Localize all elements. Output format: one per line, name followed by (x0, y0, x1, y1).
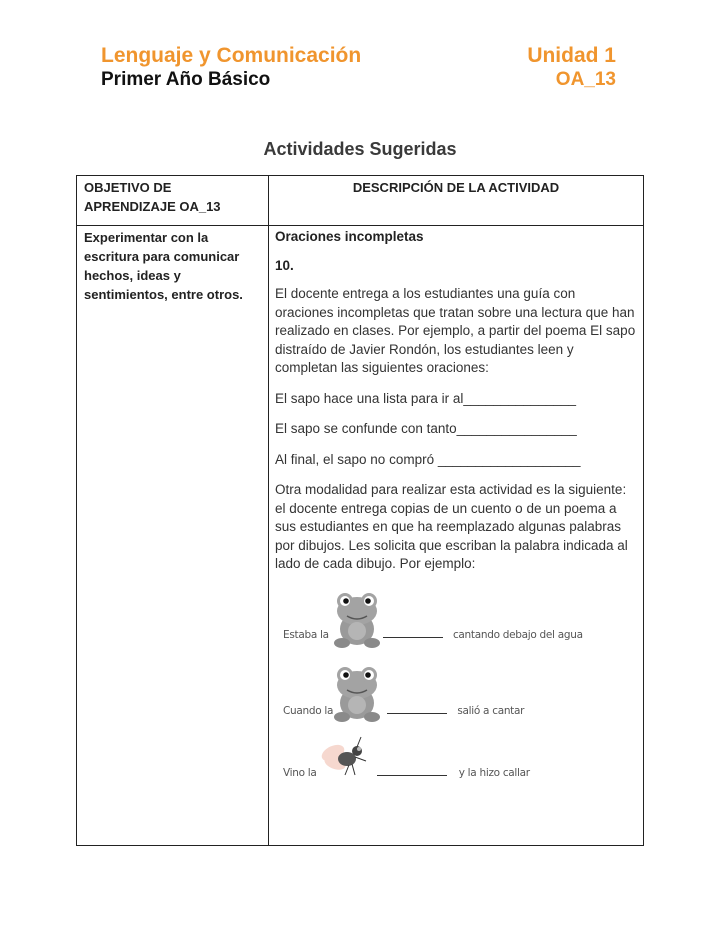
example-3-blank (377, 765, 447, 776)
description-header: DESCRIPCIÓN DE LA ACTIVIDAD (352, 180, 560, 195)
example-1-before: Estaba la (283, 628, 329, 641)
sentence-2: El sapo se confunde con tanto________________ (275, 421, 577, 436)
objective-text: Experimentar con la escritura para comunicar hechos, ideas y sentimientos, entre otros. (84, 230, 243, 302)
sentence-1: El sapo hace una lista para ir al_______________ (275, 390, 576, 406)
activity-paragraph-2: Otra modalidad para realizar esta actividad es la siguiente: el docente entrega copias de un cuento o de un poema a sus estudiantes en que ha reemplazado algunas palabras por dibujos. Les solicita que escriban la palabra indicada al lado de cada dibujo. Por ejemplo: (275, 482, 628, 571)
description-header-cell (269, 176, 644, 226)
example-3-after: y la hizo callar (458, 766, 530, 779)
objective-code: OA_13 (555, 69, 616, 90)
picture-example-3 (283, 764, 530, 783)
example-3-before: Vino la (283, 766, 317, 779)
example-2-after: salió a cantar (457, 704, 525, 717)
header-right (527, 44, 616, 92)
subject-title: Lenguaje y Comunicación (101, 44, 362, 67)
example-2-before: Cuando la (283, 704, 334, 717)
objective-header: OBJETIVO DE APRENDIZAJE OA_13 (84, 180, 221, 214)
activity-paragraph-1: El docente entrega a los estudiantes una guía con oraciones incompletas que tratan sobre una lectura que han realizado en clases. Por ejemplo, a partir del poema El sapo distraído de Javier Rondón, los estudiantes leen y completan las siguientes oraciones: (275, 286, 636, 375)
picture-example-2 (283, 702, 524, 721)
objective-header-cell (77, 176, 269, 226)
example-1-blank (383, 627, 443, 638)
unit-label: Unidad 1 (527, 44, 616, 67)
picture-example-1 (283, 626, 583, 645)
activities-table (76, 175, 644, 846)
description-cell (269, 226, 644, 846)
objective-cell (77, 226, 269, 846)
example-1-after: cantando debajo del agua (452, 628, 583, 641)
picture-examples (275, 580, 637, 830)
grade-subtitle: Primer Año Básico (101, 69, 271, 90)
example-2-blank (387, 703, 447, 714)
section-title: Actividades Sugeridas (263, 139, 457, 159)
activity-number: 10. (275, 257, 294, 273)
header-left (101, 44, 361, 92)
activity-title: Oraciones incompletas (275, 229, 424, 244)
sentence-3: Al final, el sapo no compró ___________________ (275, 451, 581, 467)
